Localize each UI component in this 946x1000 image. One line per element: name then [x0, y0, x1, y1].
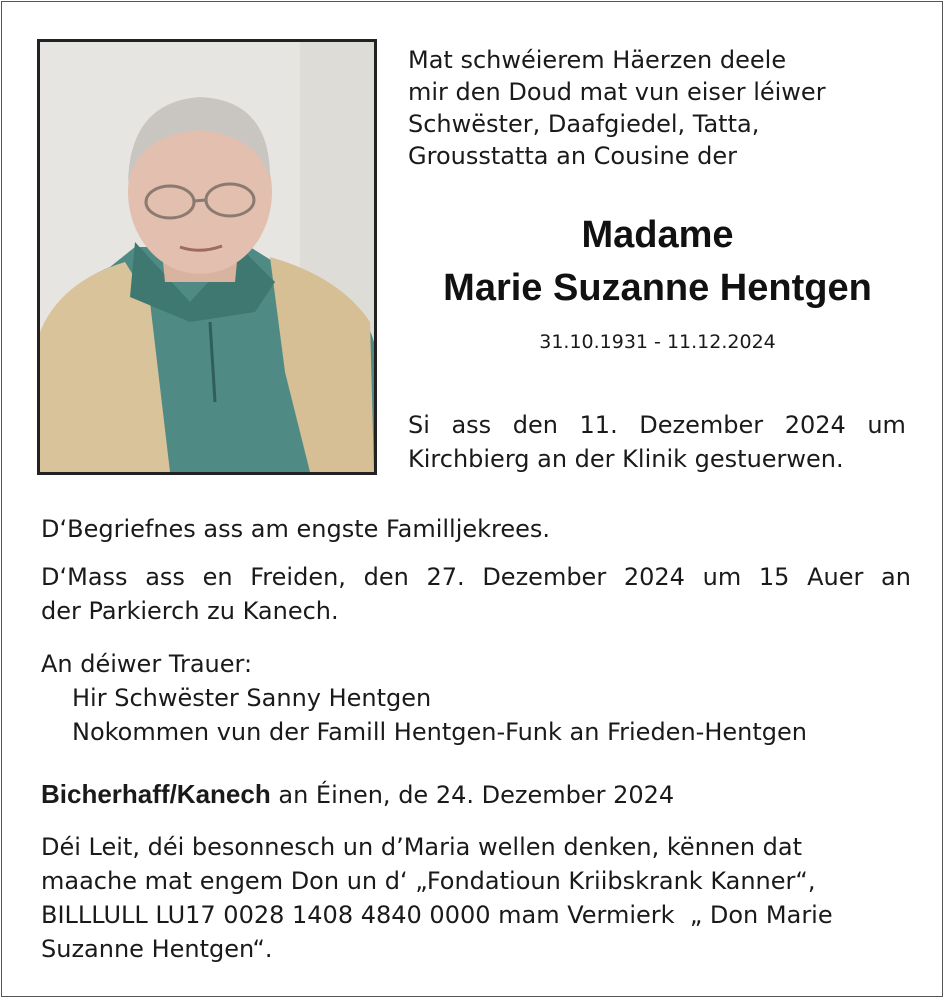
mourner-name: Nokommen vun der Famill Hentgen-Funk an Frieden-Hentgen [72, 718, 807, 746]
word: Dezember [639, 411, 764, 439]
intro-line: Mat schwéierem Häerzen deele [408, 46, 787, 74]
word: en [202, 563, 233, 591]
word: Auer [807, 563, 864, 591]
word: den [363, 563, 409, 591]
mass-info [41, 560, 911, 628]
word: D‘Mass [41, 563, 128, 591]
death-notice-line [408, 408, 906, 442]
life-dates: 31.10.1931 - 11.12.2024 [539, 331, 776, 353]
place-date [41, 777, 911, 812]
intro-text [408, 44, 918, 172]
intro-line: Grousstatta an Cousine der [408, 142, 737, 170]
mass-line: der Parkierch zu Kanech. [41, 597, 339, 625]
place-date-rest: an Éinen, de 24. Dezember 2024 [270, 781, 675, 809]
donation-info [41, 830, 911, 966]
intro-line: Schwëster, Daafgiedel, Tatta, [408, 110, 760, 138]
mourners-section [41, 647, 911, 749]
place-name: Bicherhaff/Kanech [41, 779, 271, 809]
deceased-title: Madame [581, 214, 734, 256]
word: Si [408, 411, 430, 439]
mourner-name: Hir Schwëster Sanny Hentgen [72, 684, 432, 712]
intro-line: mir den Doud mat vun eiser léiwer [408, 78, 826, 106]
word: 2024 [623, 563, 685, 591]
word: Dezember [482, 563, 607, 591]
word: ass [145, 563, 185, 591]
word: den [512, 411, 558, 439]
word: 27. [426, 563, 465, 591]
donation-line: BILLLULL LU17 0028 1408 4840 0000 mam Vermierk „ Don Marie [41, 901, 833, 929]
death-notice [408, 408, 906, 476]
word: um [702, 563, 742, 591]
word: 11. [579, 411, 618, 439]
word: an [881, 563, 911, 591]
mourners-heading: An déiwer Trauer: [41, 650, 253, 678]
portrait-photo [37, 39, 377, 475]
burial-info: D‘Begriefnes ass am engste Familljekrees. [41, 515, 551, 543]
word: Freiden, [250, 563, 346, 591]
donation-line: Déi Leit, déi besonnesch un d’Maria wellen denken, kënnen dat [41, 833, 803, 861]
deceased-name: Marie Suzanne Hentgen [443, 267, 872, 309]
word: 2024 [784, 411, 846, 439]
death-notice-line: Kirchbierg an der Klinik gestuerwen. [408, 445, 844, 473]
word: 15 [758, 563, 790, 591]
donation-line: maache mat engem Don un d‘ „Fondatioun Kriibskrank Kanner“, [41, 867, 816, 895]
word: ass [451, 411, 492, 439]
word: um [867, 411, 906, 439]
donation-line: Suzanne Hentgen“. [41, 935, 273, 963]
mass-line [41, 560, 911, 594]
